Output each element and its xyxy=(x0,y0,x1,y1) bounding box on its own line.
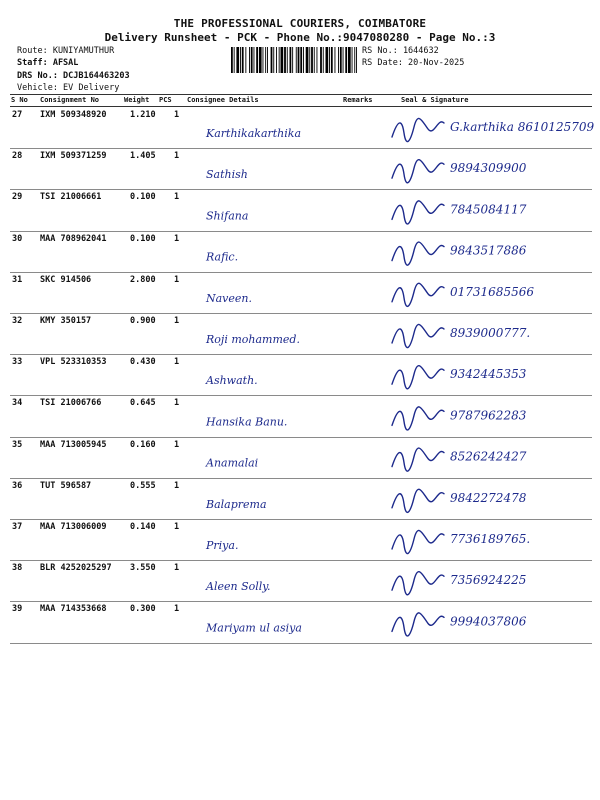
row-phone-number: G.karthika 8610125709 xyxy=(450,120,595,134)
staff-label: Staff: AFSAL xyxy=(17,58,79,68)
runsheet-subtitle: Delivery Runsheet - PCK - Phone No.:9047080280 - Page No.:3 xyxy=(104,31,496,44)
row-consignment-no: SKC 914506 xyxy=(40,274,92,285)
col-sno: S No xyxy=(11,96,28,104)
row-signature-mark xyxy=(392,613,444,636)
row-signature-mark xyxy=(392,572,444,595)
row-signature-mark xyxy=(392,448,444,471)
row-consignment-no: IXM 509371259 xyxy=(40,151,107,162)
row-weight: 0.555 xyxy=(130,480,156,491)
row-consignment-no: TUT 596587 xyxy=(40,480,92,491)
row-divider xyxy=(10,601,592,602)
row-phone-number: 9342445353 xyxy=(450,367,527,382)
row-sno: 39 xyxy=(12,604,23,615)
row-divider xyxy=(10,437,592,438)
row-signature-mark xyxy=(392,407,444,430)
row-weight: 0.300 xyxy=(130,604,156,615)
row-sno: 36 xyxy=(12,480,23,491)
table-header-rule xyxy=(10,106,592,107)
row-divider xyxy=(10,354,592,355)
row-signature-mark xyxy=(392,283,444,306)
row-consignee-name: Aleen Solly. xyxy=(206,580,271,594)
row-weight: 0.100 xyxy=(130,192,156,203)
row-consignee-name: Naveen. xyxy=(206,291,252,305)
row-consignee-name: Anamalai xyxy=(206,456,259,470)
row-signature-mark xyxy=(392,366,444,389)
row-signature-mark xyxy=(392,324,444,347)
row-consignment-no: KMY 350157 xyxy=(40,316,92,326)
row-phone-number: 7736189765. xyxy=(450,532,531,546)
row-divider xyxy=(10,560,592,561)
row-consignment-no: BLR 4252025297 xyxy=(40,563,112,574)
row-phone-number: 9994037806 xyxy=(450,614,527,629)
col-pcs: PCS xyxy=(159,96,172,104)
row-pcs: 1 xyxy=(174,357,180,368)
row-phone-number: 8939000777. xyxy=(450,326,531,340)
row-sno: 33 xyxy=(12,357,23,368)
row-phone-number: 9787962283 xyxy=(450,408,527,423)
row-divider xyxy=(10,395,592,396)
row-sno: 28 xyxy=(12,151,23,162)
row-signature-mark xyxy=(392,118,444,141)
row-phone-number: 7356924225 xyxy=(450,573,527,588)
row-consignment-no: VPL 523310353 xyxy=(40,357,107,368)
row-consignee-name: Priya. xyxy=(206,539,239,552)
row-sno: 30 xyxy=(12,233,23,244)
row-weight: 0.900 xyxy=(130,316,156,326)
row-sno: 32 xyxy=(12,316,23,326)
rs-number: RS No.: 1644632 xyxy=(362,46,439,56)
row-pcs: 1 xyxy=(174,439,180,450)
row-weight: 0.100 xyxy=(130,233,156,244)
row-signature-mark xyxy=(392,489,444,512)
vehicle-label: Vehicle: EV Delivery xyxy=(17,83,120,93)
row-sno: 27 xyxy=(12,110,23,120)
row-consignment-no: MAA 708962041 xyxy=(40,233,107,244)
row-consignee-name: Sathish xyxy=(206,168,248,182)
row-divider xyxy=(10,519,592,520)
row-consignment-no: MAA 713005945 xyxy=(40,439,107,450)
row-pcs: 1 xyxy=(174,110,180,120)
row-pcs: 1 xyxy=(174,563,180,574)
col-consignee: Consignee Details xyxy=(187,96,259,104)
row-divider xyxy=(10,643,592,644)
row-weight: 0.160 xyxy=(130,439,156,450)
row-weight: 0.645 xyxy=(130,398,156,409)
row-consignment-no: TSI 21006661 xyxy=(40,192,102,203)
row-pcs: 1 xyxy=(174,316,180,326)
row-phone-number: 9843517886 xyxy=(450,243,527,258)
col-weight: Weight xyxy=(124,96,150,104)
row-sno: 35 xyxy=(12,439,23,450)
row-sno: 31 xyxy=(12,274,23,285)
row-weight: 3.550 xyxy=(130,563,156,574)
row-pcs: 1 xyxy=(174,480,180,491)
row-signature-mark xyxy=(392,160,444,183)
row-weight: 2.800 xyxy=(130,274,156,285)
row-phone-number: 8526242427 xyxy=(450,449,527,464)
row-consignee-name: Ashwath. xyxy=(206,374,258,388)
rs-date: RS Date: 20-Nov-2025 xyxy=(362,58,465,68)
row-consignee-name: Roji mohammed. xyxy=(206,333,300,346)
row-pcs: 1 xyxy=(174,192,180,203)
col-consignment: Consignment No xyxy=(40,96,100,104)
row-phone-number: 9842272478 xyxy=(450,490,527,505)
col-remarks: Remarks xyxy=(343,96,373,104)
row-signature-mark xyxy=(392,201,444,224)
row-signature-mark xyxy=(392,530,444,553)
row-divider xyxy=(10,478,592,479)
row-consignee-name: Mariyam ul asiya xyxy=(206,621,302,635)
row-pcs: 1 xyxy=(174,233,180,244)
row-weight: 0.140 xyxy=(130,522,156,532)
row-consignment-no: MAA 713006009 xyxy=(40,522,107,532)
row-sno: 34 xyxy=(12,398,23,409)
row-consignee-name: Hansika Banu. xyxy=(206,415,288,429)
row-sno: 38 xyxy=(12,563,23,574)
row-signature-mark xyxy=(392,242,444,265)
row-pcs: 1 xyxy=(174,604,180,615)
row-consignment-no: MAA 714353668 xyxy=(40,604,107,615)
row-consignee-name: Balaprema xyxy=(206,497,267,511)
row-sno: 37 xyxy=(12,522,23,532)
barcode-image xyxy=(231,47,357,73)
col-seal: Seal & Signature xyxy=(401,96,469,104)
row-phone-number: 01731685566 xyxy=(450,284,534,299)
row-divider xyxy=(10,231,592,232)
company-title: THE PROFESSIONAL COURIERS, COIMBATORE xyxy=(173,17,427,30)
row-weight: 1.405 xyxy=(130,151,156,162)
row-divider xyxy=(10,313,592,314)
row-phone-number: 9894309900 xyxy=(450,161,527,176)
row-consignment-no: IXM 509348920 xyxy=(40,110,107,120)
row-consignee-name: Shifana xyxy=(206,209,249,223)
drs-number: DRS No.: DCJB164463203 xyxy=(17,71,130,81)
row-divider xyxy=(10,189,592,190)
row-phone-number: 7845084117 xyxy=(450,202,527,217)
row-weight: 1.210 xyxy=(130,110,156,120)
table-top-rule xyxy=(10,94,592,95)
row-consignment-no: TSI 21006766 xyxy=(40,398,102,409)
row-divider xyxy=(10,272,592,273)
row-consignee-name: Karthikakarthika xyxy=(206,127,302,140)
row-pcs: 1 xyxy=(174,522,180,532)
row-pcs: 1 xyxy=(174,151,180,162)
row-pcs: 1 xyxy=(174,274,180,285)
row-sno: 29 xyxy=(12,192,23,203)
row-pcs: 1 xyxy=(174,398,180,409)
row-consignee-name: Rafic. xyxy=(206,250,239,264)
row-weight: 0.430 xyxy=(130,357,156,368)
row-divider xyxy=(10,148,592,149)
route-label: Route: KUNIYAMUTHUR xyxy=(17,46,115,56)
